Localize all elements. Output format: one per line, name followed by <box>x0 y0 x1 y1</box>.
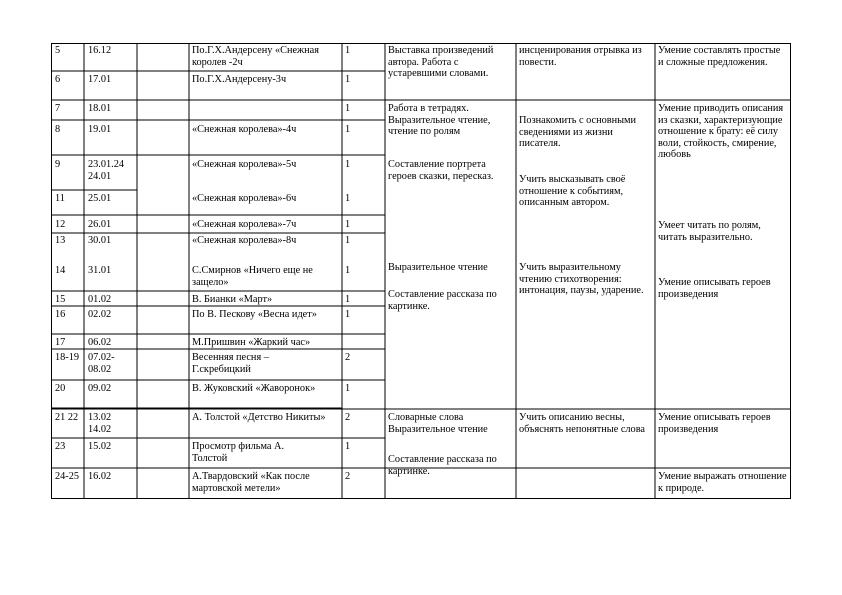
row-date: 19.01 <box>88 124 112 135</box>
goal-text: Учить выразительному чтению стихотворения: интонация, паузы, ударение. <box>519 262 644 296</box>
row-number: 24-25 <box>55 471 80 482</box>
row-topic: «Снежная королева»-8ч <box>192 235 297 246</box>
row-number: 20 <box>55 383 66 394</box>
row-number: 15 <box>55 294 66 305</box>
row-hours: 1 <box>345 45 351 56</box>
row-topic: По.Г.Х.Андерсену «Снежная королев -2ч <box>192 45 319 68</box>
row-number: 14 <box>55 265 66 276</box>
row-hours: 1 <box>345 309 351 320</box>
row-hours: 1 <box>345 441 351 452</box>
activity-text: Составление рассказа по картинке. <box>388 454 497 477</box>
row-date: 31.01 <box>88 265 112 276</box>
row-date: 15.02 <box>88 441 112 452</box>
skill-text: Умение приводить описания из сказки, характеризующие отношение к брату: её силу воли, стойкость, смирение, любовь <box>658 103 784 160</box>
activity-text: Составление портрета героев сказки, пересказ. <box>388 159 494 182</box>
row-topic: «Снежная королева»-5ч <box>192 159 297 170</box>
row-date: 01.02 <box>88 294 112 305</box>
row-topic: По В. Пескову «Весна идет» <box>192 309 317 320</box>
goal-text: Учить описанию весны, объяснять непонятные слова <box>519 412 645 435</box>
row-date: 13.02 14.02 <box>88 412 112 435</box>
row-date: 16.12 <box>88 45 112 56</box>
row-date: 30.01 <box>88 235 112 246</box>
row-topic: «Снежная королева»-7ч <box>192 219 297 230</box>
row-topic: «Снежная королева»-4ч <box>192 124 297 135</box>
row-date: 18.01 <box>88 103 112 114</box>
row-hours: 1 <box>345 294 351 305</box>
row-date: 25.01 <box>88 193 112 204</box>
goal-text: Учить высказывать своё отношение к событиям, описанным автором. <box>519 174 626 208</box>
row-hours: 2 <box>345 352 351 363</box>
row-topic: М.Пришвин «Жаркий час» <box>192 337 311 348</box>
skill-text: Умение составлять простые и сложные предложения. <box>658 45 781 68</box>
activity-text: Выставка произведений автора. Работа с устаревшими словами. <box>388 45 494 79</box>
row-hours: 1 <box>345 124 351 135</box>
row-date: 17.01 <box>88 74 112 85</box>
row-number: 9 <box>55 159 61 170</box>
row-date: 07.02- 08.02 <box>88 352 115 375</box>
row-date: 23.01.24 24.01 <box>88 159 125 182</box>
row-date: 09.02 <box>88 383 112 394</box>
row-hours: 1 <box>345 219 351 230</box>
row-hours: 2 <box>345 471 351 482</box>
row-number: 13 <box>55 235 66 246</box>
row-hours: 1 <box>345 103 351 114</box>
row-hours: 1 <box>345 74 351 85</box>
row-topic: С.Смирнов «Ничего еще не защело» <box>192 265 313 288</box>
row-hours: 2 <box>345 412 351 423</box>
skill-text: Умение описывать героев произведения <box>658 277 771 300</box>
row-topic: В. Жуковский «Жаворонок» <box>192 383 316 394</box>
skill-text: Умение описывать героев произведения <box>658 412 771 435</box>
skill-text: Умеет читать по ролям, читать выразительно. <box>658 220 761 243</box>
row-number: 12 <box>55 219 66 230</box>
row-number: 5 <box>55 45 61 56</box>
row-number: 16 <box>55 309 66 320</box>
row-hours: 1 <box>345 159 351 170</box>
activity-text: Работа в тетрадях. Выразительное чтение, чтение по ролям <box>388 103 491 137</box>
row-date: 02.02 <box>88 309 112 320</box>
row-hours: 1 <box>345 383 351 394</box>
row-number: 23 <box>55 441 66 452</box>
lesson-plan-table <box>51 43 791 499</box>
row-number: 21 22 <box>55 412 79 423</box>
activity-text: Словарные слова Выразительное чтение <box>388 412 488 435</box>
row-date: 06.02 <box>88 337 112 348</box>
row-topic: А. Толстой «Детство Никиты» <box>192 412 326 423</box>
goal-text: инсценирования отрывка из повести. <box>519 45 642 68</box>
row-number: 7 <box>55 103 61 114</box>
row-number: 6 <box>55 74 61 85</box>
row-number: 17 <box>55 337 66 348</box>
row-number: 18-19 <box>55 352 80 363</box>
row-hours: 1 <box>345 265 351 276</box>
row-date: 26.01 <box>88 219 112 230</box>
activity-text: Составление рассказа по картинке. <box>388 289 497 312</box>
row-hours: 1 <box>345 235 351 246</box>
row-topic: По.Г.Х.Андерсену-3ч <box>192 74 287 85</box>
row-topic: Весенняя песня – Г.скребицкий <box>192 352 269 375</box>
row-number: 8 <box>55 124 61 135</box>
row-topic: «Снежная королева»-6ч <box>192 193 297 204</box>
activity-text: Выразительное чтение <box>388 262 488 273</box>
skill-text: Умение выражать отношение к природе. <box>658 471 787 494</box>
row-topic: В. Бианки «Март» <box>192 294 273 305</box>
goal-text: Познакомить с основными сведениями из жизни писателя. <box>519 115 637 149</box>
row-number: 11 <box>55 193 65 204</box>
row-topic: А.Твардовский «Как после мартовской метели» <box>192 471 310 494</box>
row-hours: 1 <box>345 193 351 204</box>
row-topic: Просмотр фильма А. Толстой <box>192 441 285 464</box>
row-date: 16.02 <box>88 471 112 482</box>
